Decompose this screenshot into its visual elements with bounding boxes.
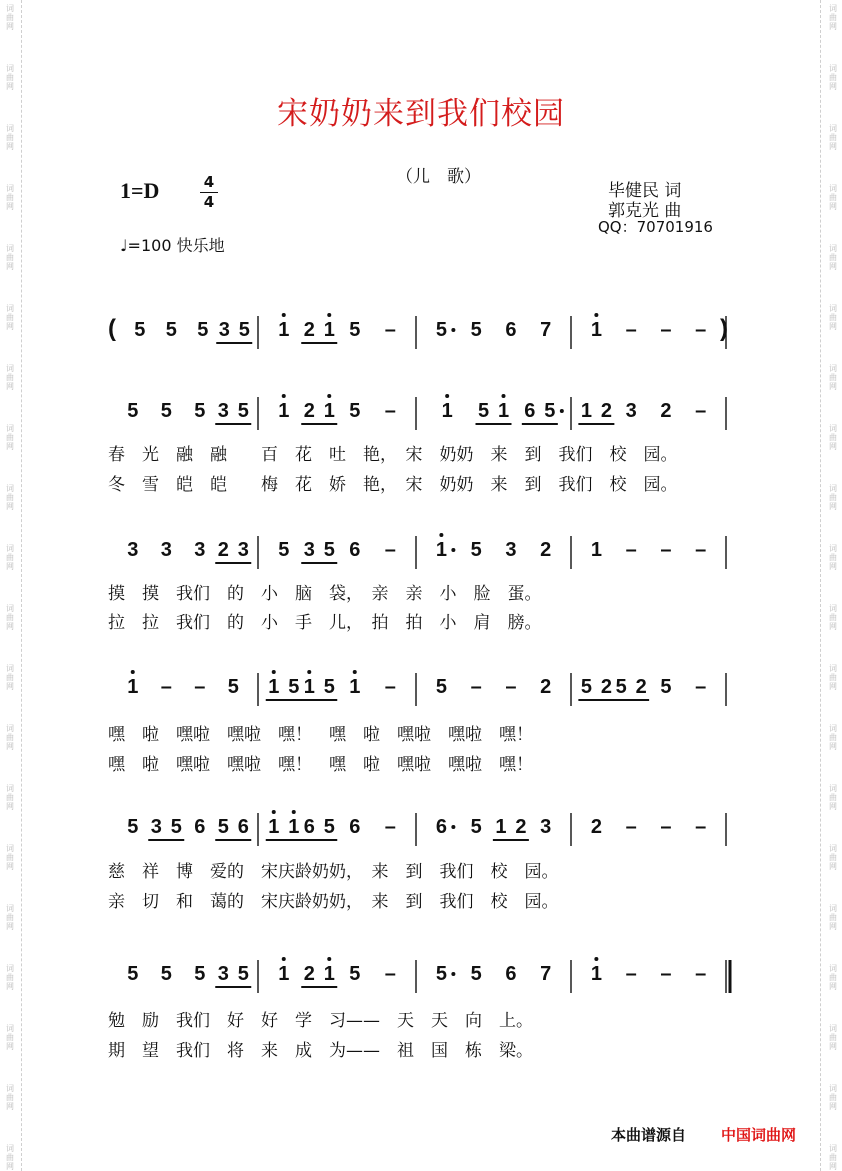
note: – (384, 319, 396, 341)
note: 5 (470, 816, 482, 838)
lyric-line: 慈 祥 博 爱的 宋庆龄奶奶， 来 到 我们 校 园。 (108, 862, 559, 882)
aug-dot (451, 972, 455, 976)
watermark-mark: 词 曲 网 (6, 664, 14, 691)
watermark-mark: 词 曲 网 (829, 184, 837, 211)
note: 5 (544, 400, 556, 422)
note: – (695, 963, 707, 985)
note: 1 (590, 539, 602, 561)
note: 5 (660, 676, 672, 698)
note: 6 (237, 816, 249, 838)
watermark-mark: 词 曲 网 (829, 64, 837, 91)
note: 3 (217, 400, 229, 422)
octave-dot (307, 670, 311, 674)
watermark-mark: 词 曲 网 (829, 904, 837, 931)
watermark-mark: 词 曲 网 (829, 4, 837, 31)
genre-label: （儿 歌） (396, 167, 481, 187)
aug-dot (451, 548, 455, 552)
note: – (384, 539, 396, 561)
note: 2 (303, 400, 315, 422)
note: 5 (435, 319, 447, 341)
note: 5 (237, 400, 249, 422)
note: 5 (435, 963, 447, 985)
note: – (660, 539, 672, 561)
note: 5 (227, 676, 239, 698)
time-signature-top: 4 (203, 173, 215, 191)
octave-dot (282, 313, 286, 317)
note: 5 (349, 400, 361, 422)
note: 1 (441, 400, 453, 422)
note: – (660, 319, 672, 341)
note: 5 (160, 963, 172, 985)
note: 5 (470, 539, 482, 561)
watermark-mark: 词 曲 网 (6, 784, 14, 811)
note: 3 (150, 816, 162, 838)
octave-dot (353, 670, 357, 674)
watermark-mark: 词 曲 网 (829, 964, 837, 991)
watermark-mark: 词 曲 网 (6, 844, 14, 871)
note: – (384, 963, 396, 985)
paren-open: ( (108, 315, 116, 342)
note: 2 (217, 539, 229, 561)
song-title: 宋奶奶来到我们校园 (277, 96, 565, 132)
note: 5 (323, 676, 335, 698)
note: 5 (160, 400, 172, 422)
note: 5 (288, 676, 300, 698)
octave-dot (502, 394, 506, 398)
note: 3 (625, 400, 637, 422)
note: 5 (197, 319, 209, 341)
note: 1 (323, 319, 335, 341)
watermark-mark: 词 曲 网 (6, 304, 14, 331)
note: 5 (194, 400, 206, 422)
aug-dot (451, 825, 455, 829)
note: 1 (268, 816, 280, 838)
note: – (625, 319, 637, 341)
octave-dot (272, 670, 276, 674)
composer-credit: 郭克光 曲 (608, 201, 682, 221)
watermark-mark: 词 曲 网 (6, 244, 14, 271)
source-label: 本曲谱源自 (611, 1126, 687, 1144)
octave-dot (282, 957, 286, 961)
note: 5 (127, 963, 139, 985)
note: 1 (495, 816, 507, 838)
watermark-mark: 词 曲 网 (829, 1024, 837, 1051)
watermark-mark: 词 曲 网 (829, 304, 837, 331)
note: 6 (349, 539, 361, 561)
note: 3 (194, 539, 206, 561)
watermark-mark: 词 曲 网 (6, 604, 14, 631)
note: 6 (303, 816, 315, 838)
note: 1 (278, 319, 290, 341)
note: 5 (470, 319, 482, 341)
time-signature-bottom: 4 (203, 193, 215, 211)
note: 6 (505, 963, 517, 985)
lyric-line: 冬 雪 皑 皑 梅 花 娇 艳， 宋 奶奶 来 到 我们 校 园。 (108, 475, 678, 495)
octave-dot (594, 313, 598, 317)
note: 5 (349, 963, 361, 985)
lyric-line: 亲 切 和 蔼的 宋庆龄奶奶， 来 到 我们 校 园。 (108, 892, 559, 912)
note: 5 (470, 963, 482, 985)
octave-dot (282, 394, 286, 398)
note: 3 (217, 963, 229, 985)
qq-contact: QQ：70701916 (598, 218, 713, 236)
watermark-mark: 词 曲 网 (6, 184, 14, 211)
note: 1 (288, 816, 300, 838)
note: – (194, 676, 206, 698)
note: 5 (127, 816, 139, 838)
note: 1 (278, 400, 290, 422)
note: 3 (505, 539, 517, 561)
note: 1 (303, 676, 315, 698)
watermark-mark: 词 曲 网 (6, 904, 14, 931)
note: 5 (237, 963, 249, 985)
watermark-mark: 词 曲 网 (6, 1084, 14, 1111)
key-signature: 1=D (120, 178, 160, 203)
note: – (160, 676, 172, 698)
octave-dot (594, 957, 598, 961)
octave-dot (327, 957, 331, 961)
note: – (470, 676, 482, 698)
tempo-marking: ♩=100 快乐地 (120, 236, 225, 255)
note: – (384, 676, 396, 698)
lyric-line: 嘿 啦 嘿啦 嘿啦 嘿！ 嘿 啦 嘿啦 嘿啦 嘿！ (108, 755, 533, 775)
note: 5 (165, 319, 177, 341)
note: 5 (477, 400, 490, 422)
note: 1 (349, 676, 361, 698)
lyric-line: 嘿 啦 嘿啦 嘿啦 嘿！ 嘿 啦 嘿啦 嘿啦 嘿！ (108, 725, 533, 745)
note: 5 (580, 676, 592, 698)
watermark-mark: 词 曲 网 (829, 664, 837, 691)
note: – (384, 816, 396, 838)
watermark-mark: 词 曲 网 (6, 1144, 14, 1171)
note: 1 (278, 963, 290, 985)
note: 3 (127, 539, 139, 561)
octave-dot (272, 810, 276, 814)
watermark-mark: 词 曲 网 (6, 1024, 14, 1051)
note: 1 (323, 400, 335, 422)
octave-dot (327, 394, 331, 398)
note: – (695, 816, 707, 838)
note: 2 (540, 539, 552, 561)
watermark-mark: 词 曲 网 (6, 964, 14, 991)
note: 1 (323, 963, 335, 985)
note: – (660, 816, 672, 838)
paren-close: ) (720, 315, 728, 342)
octave-dot (292, 810, 296, 814)
note: 3 (160, 539, 172, 561)
watermark-mark: 词 曲 网 (6, 4, 14, 31)
octave-dot (445, 394, 449, 398)
note: 1 (435, 539, 447, 561)
watermark-mark: 词 曲 网 (6, 724, 14, 751)
watermark-mark: 词 曲 网 (829, 604, 837, 631)
lyric-line: 拉 拉 我们 的 小 手 儿， 拍 拍 小 肩 膀。 (108, 613, 542, 633)
watermark-mark: 词 曲 网 (6, 124, 14, 151)
note: 1 (497, 400, 510, 422)
watermark-mark: 词 曲 网 (829, 124, 837, 151)
octave-dot (439, 533, 443, 537)
watermark-mark: 词 曲 网 (6, 424, 14, 451)
note: 3 (303, 539, 315, 561)
note: 2 (660, 400, 672, 422)
watermark-mark: 词 曲 网 (6, 484, 14, 511)
watermark-mark: 词 曲 网 (829, 724, 837, 751)
note: – (660, 963, 672, 985)
note: 2 (303, 319, 315, 341)
watermark-mark: 词 曲 网 (6, 64, 14, 91)
note: 2 (515, 816, 527, 838)
note: 5 (170, 816, 182, 838)
note: – (695, 400, 707, 422)
note: 5 (435, 676, 447, 698)
note: – (695, 319, 707, 341)
note: 3 (540, 816, 552, 838)
note: 1 (127, 676, 139, 698)
note: 5 (615, 676, 627, 698)
aug-dot (451, 328, 455, 332)
watermark-mark: 词 曲 网 (6, 364, 14, 391)
note: 2 (303, 963, 315, 985)
note: – (505, 676, 517, 698)
note: 2 (590, 816, 602, 838)
watermark-mark: 词 曲 网 (829, 1144, 837, 1171)
watermark-mark: 词 曲 网 (6, 544, 14, 571)
note: 6 (505, 319, 517, 341)
octave-dot (131, 670, 135, 674)
lyric-line: 勉 励 我们 好 好 学 习—— 天 天 向 上。 (108, 1011, 533, 1031)
note: 5 (238, 319, 250, 341)
note: 1 (268, 676, 280, 698)
octave-dot (327, 313, 331, 317)
note: 7 (540, 963, 552, 985)
lyric-line: 摸 摸 我们 的 小 脑 袋， 亲 亲 小 脸 蛋。 (108, 584, 542, 604)
note: – (625, 539, 637, 561)
note: – (625, 816, 637, 838)
note: 5 (217, 816, 229, 838)
note: 5 (127, 400, 139, 422)
note: 6 (349, 816, 361, 838)
note: 3 (237, 539, 249, 561)
note: – (695, 539, 707, 561)
note: 3 (218, 319, 230, 341)
watermark-mark: 词 曲 网 (829, 784, 837, 811)
note: 2 (635, 676, 647, 698)
lyric-line: 期 望 我们 将 来 成 为—— 祖 国 栋 梁。 (108, 1041, 533, 1061)
note: 1 (590, 963, 602, 985)
note: 7 (540, 319, 552, 341)
note: 5 (349, 319, 361, 341)
watermark-mark: 词 曲 网 (829, 1084, 837, 1111)
note: 6 (524, 400, 536, 422)
aug-dot (560, 409, 564, 413)
watermark-mark: 词 曲 网 (829, 844, 837, 871)
watermark-mark: 词 曲 网 (829, 364, 837, 391)
note: – (625, 963, 637, 985)
note: 1 (580, 400, 592, 422)
note: – (384, 400, 396, 422)
note: 1 (590, 319, 602, 341)
note: 2 (600, 400, 612, 422)
note: 5 (134, 319, 146, 341)
watermark-mark: 词 曲 网 (829, 424, 837, 451)
note: 5 (323, 816, 335, 838)
watermark-mark: 词 曲 网 (829, 484, 837, 511)
lyricist-credit: 毕健民 词 (608, 181, 682, 201)
lyric-line: 春 光 融 融 百 花 吐 艳， 宋 奶奶 来 到 我们 校 园。 (108, 445, 678, 465)
note: 5 (278, 539, 290, 561)
source-site-link[interactable]: 中国词曲网 (721, 1126, 797, 1144)
watermark-mark: 词 曲 网 (829, 244, 837, 271)
note: 2 (600, 676, 612, 698)
note: 2 (540, 676, 552, 698)
note: 5 (194, 963, 206, 985)
note: 6 (435, 816, 447, 838)
note: 6 (194, 816, 206, 838)
note: – (695, 676, 707, 698)
note: 5 (323, 539, 335, 561)
watermark-mark: 词 曲 网 (829, 544, 837, 571)
